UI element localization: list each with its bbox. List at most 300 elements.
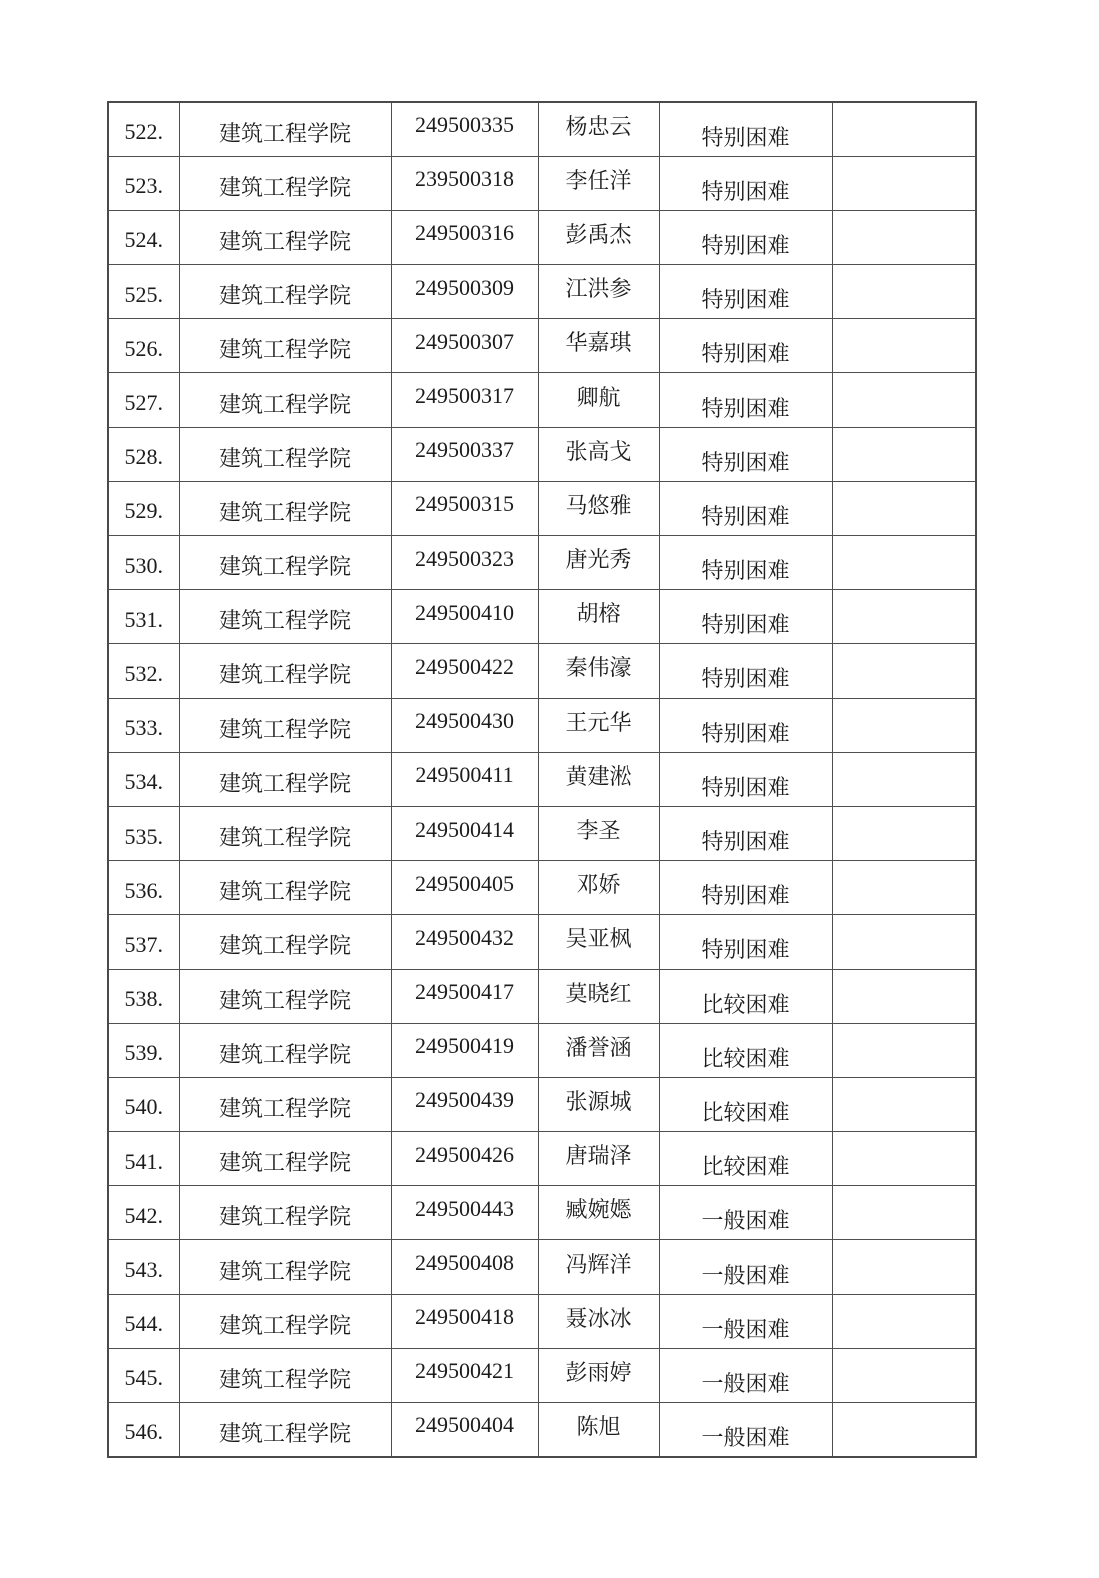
row-number-cell-text: 535. — [124, 823, 163, 849]
table-row — [108, 373, 976, 427]
remark-cell — [832, 427, 976, 481]
difficulty-status-cell — [659, 969, 832, 1023]
row-number-cell — [108, 861, 179, 915]
difficulty-status-cell — [659, 1240, 832, 1294]
row-number-cell — [108, 536, 179, 590]
remark-cell — [832, 806, 976, 860]
row-number-cell — [108, 102, 179, 156]
difficulty-status-cell-text: 特别困难 — [701, 395, 790, 421]
row-number-cell-text: 545. — [124, 1365, 163, 1391]
difficulty-status-cell — [659, 1294, 832, 1348]
row-number-cell — [108, 210, 179, 264]
student-name-cell-text: 张高戈 — [565, 438, 632, 464]
college-name-cell-text: 建筑工程学院 — [218, 987, 351, 1013]
remark-cell — [832, 536, 976, 590]
remark-cell — [832, 1294, 976, 1348]
student-name-cell-text: 王元华 — [565, 709, 632, 735]
row-number-cell-text: 526. — [124, 335, 163, 361]
student-id-cell — [391, 698, 538, 752]
student-id-cell — [391, 536, 538, 590]
student-id-cell — [391, 156, 538, 210]
row-number-cell — [108, 319, 179, 373]
difficulty-status-cell — [659, 1077, 832, 1131]
student-name-cell-text: 胡榕 — [576, 601, 621, 627]
row-number-cell-text: 536. — [124, 877, 163, 903]
difficulty-status-cell-text: 特别困难 — [701, 937, 790, 963]
student-name-cell-text: 江洪参 — [565, 276, 632, 302]
table-row — [108, 1077, 976, 1131]
remark-cell — [832, 698, 976, 752]
difficulty-status-cell-text: 一般困难 — [701, 1208, 790, 1234]
row-number-cell-text: 528. — [124, 444, 163, 470]
table-row — [108, 1294, 976, 1348]
row-number-cell — [108, 915, 179, 969]
college-name-cell-text: 建筑工程学院 — [218, 554, 351, 580]
difficulty-status-cell — [659, 427, 832, 481]
student-id-cell-text: 249500315 — [415, 491, 514, 517]
difficulty-status-cell — [659, 698, 832, 752]
student-id-cell — [391, 427, 538, 481]
difficulty-status-cell-text: 比较困难 — [701, 1045, 790, 1071]
college-name-cell-text: 建筑工程学院 — [218, 1258, 351, 1284]
student-name-cell — [538, 1240, 659, 1294]
difficulty-status-cell-text: 比较困难 — [701, 1099, 790, 1125]
college-name-cell — [179, 156, 391, 210]
student-name-cell-text: 张源城 — [565, 1088, 632, 1114]
student-id-cell — [391, 1023, 538, 1077]
table-row — [108, 102, 976, 156]
table-row — [108, 1240, 976, 1294]
student-id-cell — [391, 1348, 538, 1402]
remark-cell — [832, 210, 976, 264]
table-row — [108, 1348, 976, 1402]
remark-cell — [832, 265, 976, 319]
student-id-cell — [391, 1077, 538, 1131]
student-name-cell — [538, 1023, 659, 1077]
remark-cell — [832, 1403, 976, 1457]
table-row — [108, 156, 976, 210]
difficulty-status-cell — [659, 1403, 832, 1457]
student-name-cell-text: 李任洋 — [565, 167, 632, 193]
college-name-cell — [179, 1240, 391, 1294]
student-name-cell — [538, 319, 659, 373]
college-name-cell-text: 建筑工程学院 — [218, 933, 351, 959]
student-name-cell-text: 李圣 — [576, 818, 621, 844]
college-name-cell-text: 建筑工程学院 — [218, 499, 351, 525]
college-name-cell-text: 建筑工程学院 — [218, 1095, 351, 1121]
student-name-cell — [538, 1348, 659, 1402]
row-number-cell-text: 538. — [124, 986, 163, 1012]
college-name-cell-text: 建筑工程学院 — [218, 283, 351, 309]
difficulty-status-cell — [659, 644, 832, 698]
student-name-cell — [538, 1132, 659, 1186]
college-name-cell-text: 建筑工程学院 — [218, 1312, 351, 1338]
student-name-cell-text: 吴亚枫 — [565, 926, 632, 952]
student-id-cell — [391, 319, 538, 373]
student-name-cell — [538, 1403, 659, 1457]
difficulty-status-cell — [659, 156, 832, 210]
row-number-cell — [108, 969, 179, 1023]
table-row — [108, 536, 976, 590]
remark-cell — [832, 861, 976, 915]
student-id-cell — [391, 915, 538, 969]
difficulty-status-cell-text: 特别困难 — [701, 666, 790, 692]
student-name-cell-text: 唐瑞泽 — [565, 1143, 632, 1169]
difficulty-status-cell-text: 特别困难 — [701, 829, 790, 855]
difficulty-status-cell — [659, 861, 832, 915]
student-id-cell-text: 249500309 — [415, 274, 514, 300]
remark-cell — [832, 752, 976, 806]
difficulty-status-cell — [659, 1348, 832, 1402]
row-number-cell — [108, 1240, 179, 1294]
student-id-cell-text: 249500432 — [415, 924, 514, 950]
student-name-cell-text: 唐光秀 — [565, 547, 632, 573]
student-name-cell-text: 卿航 — [576, 384, 621, 410]
difficulty-status-cell — [659, 319, 832, 373]
row-number-cell — [108, 644, 179, 698]
table-row — [108, 265, 976, 319]
college-name-cell-text: 建筑工程学院 — [218, 770, 351, 796]
student-id-cell-text: 249500408 — [415, 1250, 514, 1276]
remark-cell — [832, 1186, 976, 1240]
student-name-cell-text: 杨忠云 — [565, 113, 632, 139]
college-name-cell-text: 建筑工程学院 — [218, 174, 351, 200]
student-name-cell — [538, 102, 659, 156]
student-id-cell-text: 249500323 — [415, 545, 514, 571]
table-row — [108, 590, 976, 644]
student-id-cell-text: 249500417 — [415, 979, 514, 1005]
difficulty-status-cell-text: 特别困难 — [701, 287, 790, 313]
remark-cell — [832, 102, 976, 156]
college-name-cell-text: 建筑工程学院 — [218, 1150, 351, 1176]
difficulty-status-cell — [659, 752, 832, 806]
difficulty-status-cell-text: 特别困难 — [701, 883, 790, 909]
college-name-cell — [179, 1023, 391, 1077]
student-id-cell-text: 249500411 — [415, 762, 514, 788]
table-row — [108, 969, 976, 1023]
difficulty-status-cell-text: 特别困难 — [701, 124, 790, 150]
row-number-cell-text: 530. — [124, 552, 163, 578]
row-number-cell — [108, 1077, 179, 1131]
student-name-cell-text: 陈旭 — [576, 1413, 621, 1439]
remark-cell — [832, 481, 976, 535]
student-id-cell-text: 249500418 — [415, 1304, 514, 1330]
difficulty-status-cell — [659, 481, 832, 535]
student-name-cell — [538, 1077, 659, 1131]
row-number-cell-text: 534. — [124, 769, 163, 795]
student-id-cell — [391, 969, 538, 1023]
student-id-cell-text: 249500335 — [415, 112, 514, 138]
student-roster-body — [108, 102, 976, 1457]
difficulty-status-cell — [659, 915, 832, 969]
college-name-cell — [179, 481, 391, 535]
student-id-cell — [391, 806, 538, 860]
difficulty-status-cell — [659, 1132, 832, 1186]
student-id-cell-text: 249500404 — [415, 1412, 514, 1438]
remark-cell — [832, 1077, 976, 1131]
student-name-cell — [538, 373, 659, 427]
difficulty-status-cell — [659, 210, 832, 264]
table-row — [108, 210, 976, 264]
student-name-cell — [538, 265, 659, 319]
student-name-cell-text: 臧婉嫕 — [565, 1197, 632, 1223]
remark-cell — [832, 319, 976, 373]
student-id-cell-text: 249500405 — [415, 870, 514, 896]
student-id-cell — [391, 861, 538, 915]
difficulty-status-cell-text: 特别困难 — [701, 503, 790, 529]
remark-cell — [832, 1023, 976, 1077]
row-number-cell-text: 525. — [124, 281, 163, 307]
student-name-cell-text: 马悠雅 — [565, 492, 632, 518]
student-id-cell-text: 249500337 — [415, 437, 514, 463]
student-id-cell — [391, 590, 538, 644]
row-number-cell-text: 532. — [124, 660, 163, 686]
college-name-cell — [179, 319, 391, 373]
student-id-cell — [391, 210, 538, 264]
row-number-cell — [108, 156, 179, 210]
student-name-cell-text: 彭禹杰 — [565, 221, 632, 247]
row-number-cell-text: 540. — [124, 1094, 163, 1120]
student-name-cell-text: 彭雨婷 — [565, 1359, 632, 1385]
college-name-cell — [179, 969, 391, 1023]
student-id-cell-text: 239500318 — [415, 166, 514, 192]
student-name-cell — [538, 590, 659, 644]
table-row — [108, 752, 976, 806]
difficulty-status-cell-text: 特别困难 — [701, 612, 790, 638]
student-name-cell — [538, 861, 659, 915]
row-number-cell-text: 546. — [124, 1419, 163, 1445]
college-name-cell-text: 建筑工程学院 — [218, 1204, 351, 1230]
table-row — [108, 915, 976, 969]
row-number-cell — [108, 373, 179, 427]
table-row — [108, 1132, 976, 1186]
row-number-cell-text: 539. — [124, 1040, 163, 1066]
difficulty-status-cell-text: 特别困难 — [701, 449, 790, 475]
college-name-cell — [179, 752, 391, 806]
college-name-cell — [179, 1186, 391, 1240]
college-name-cell — [179, 265, 391, 319]
table-row — [108, 1403, 976, 1457]
college-name-cell — [179, 210, 391, 264]
college-name-cell — [179, 1077, 391, 1131]
student-id-cell-text: 249500316 — [415, 220, 514, 246]
student-roster-table — [107, 101, 977, 1458]
row-number-cell-text: 524. — [124, 227, 163, 253]
college-name-cell — [179, 1403, 391, 1457]
student-id-cell — [391, 481, 538, 535]
college-name-cell — [179, 644, 391, 698]
student-id-cell — [391, 752, 538, 806]
table-row — [108, 481, 976, 535]
remark-cell — [832, 1348, 976, 1402]
college-name-cell-text: 建筑工程学院 — [218, 608, 351, 634]
student-id-cell-text: 249500426 — [415, 1141, 514, 1167]
student-name-cell-text: 莫晓红 — [565, 980, 632, 1006]
row-number-cell — [108, 1348, 179, 1402]
student-name-cell — [538, 1294, 659, 1348]
college-name-cell — [179, 102, 391, 156]
student-id-cell-text: 249500430 — [415, 708, 514, 734]
student-id-cell-text: 249500307 — [415, 328, 514, 354]
remark-cell — [832, 1132, 976, 1186]
student-name-cell — [538, 156, 659, 210]
difficulty-status-cell — [659, 265, 832, 319]
difficulty-status-cell-text: 比较困难 — [701, 991, 790, 1017]
row-number-cell — [108, 590, 179, 644]
college-name-cell-text: 建筑工程学院 — [218, 391, 351, 417]
college-name-cell — [179, 1348, 391, 1402]
row-number-cell — [108, 1023, 179, 1077]
college-name-cell — [179, 698, 391, 752]
college-name-cell — [179, 536, 391, 590]
table-row — [108, 1023, 976, 1077]
college-name-cell — [179, 427, 391, 481]
student-id-cell — [391, 102, 538, 156]
college-name-cell — [179, 1294, 391, 1348]
student-name-cell — [538, 915, 659, 969]
row-number-cell — [108, 1186, 179, 1240]
college-name-cell-text: 建筑工程学院 — [218, 120, 351, 146]
college-name-cell-text: 建筑工程学院 — [218, 1041, 351, 1067]
student-name-cell-text: 秦伟濠 — [565, 655, 632, 681]
row-number-cell — [108, 806, 179, 860]
row-number-cell-text: 543. — [124, 1257, 163, 1283]
table-row — [108, 644, 976, 698]
student-id-cell — [391, 1132, 538, 1186]
student-id-cell-text: 249500410 — [415, 599, 514, 625]
college-name-cell-text: 建筑工程学院 — [218, 879, 351, 905]
student-name-cell-text: 潘誉涵 — [565, 1034, 632, 1060]
difficulty-status-cell-text: 特别困难 — [701, 774, 790, 800]
row-number-cell — [108, 427, 179, 481]
remark-cell — [832, 590, 976, 644]
difficulty-status-cell — [659, 373, 832, 427]
row-number-cell-text: 522. — [124, 119, 163, 145]
row-number-cell-text: 533. — [124, 715, 163, 741]
difficulty-status-cell — [659, 1186, 832, 1240]
remark-cell — [832, 644, 976, 698]
table-row — [108, 861, 976, 915]
row-number-cell-text: 537. — [124, 931, 163, 957]
difficulty-status-cell — [659, 806, 832, 860]
row-number-cell-text: 527. — [124, 390, 163, 416]
row-number-cell — [108, 752, 179, 806]
row-number-cell — [108, 1132, 179, 1186]
student-name-cell-text: 冯辉洋 — [565, 1251, 632, 1277]
college-name-cell-text: 建筑工程学院 — [218, 228, 351, 254]
row-number-cell-text: 542. — [124, 1202, 163, 1228]
student-name-cell — [538, 481, 659, 535]
student-name-cell — [538, 1186, 659, 1240]
difficulty-status-cell-text: 一般困难 — [701, 1262, 790, 1288]
student-id-cell — [391, 1240, 538, 1294]
college-name-cell — [179, 590, 391, 644]
difficulty-status-cell — [659, 1023, 832, 1077]
student-id-cell-text: 249500421 — [415, 1358, 514, 1384]
student-id-cell — [391, 1403, 538, 1457]
remark-cell — [832, 1240, 976, 1294]
college-name-cell — [179, 861, 391, 915]
college-name-cell-text: 建筑工程学院 — [218, 1366, 351, 1392]
student-id-cell-text: 249500422 — [415, 653, 514, 679]
student-id-cell — [391, 644, 538, 698]
difficulty-status-cell-text: 比较困难 — [701, 1154, 790, 1180]
student-name-cell — [538, 698, 659, 752]
college-name-cell-text: 建筑工程学院 — [218, 662, 351, 688]
college-name-cell — [179, 806, 391, 860]
student-name-cell-text: 黄建淞 — [565, 763, 632, 789]
difficulty-status-cell-text: 特别困难 — [701, 341, 790, 367]
student-id-cell-text: 249500317 — [415, 383, 514, 409]
college-name-cell — [179, 915, 391, 969]
row-number-cell-text: 531. — [124, 606, 163, 632]
row-number-cell — [108, 698, 179, 752]
student-name-cell — [538, 427, 659, 481]
difficulty-status-cell-text: 一般困难 — [701, 1370, 790, 1396]
student-id-cell — [391, 1186, 538, 1240]
college-name-cell-text: 建筑工程学院 — [218, 825, 351, 851]
difficulty-status-cell-text: 一般困难 — [701, 1316, 790, 1342]
table-row — [108, 427, 976, 481]
difficulty-status-cell — [659, 536, 832, 590]
student-name-cell — [538, 210, 659, 264]
student-id-cell-text: 249500419 — [415, 1033, 514, 1059]
table-row — [108, 698, 976, 752]
difficulty-status-cell-text: 特别困难 — [701, 720, 790, 746]
table-row — [108, 1186, 976, 1240]
student-name-cell-text: 聂冰冰 — [565, 1305, 632, 1331]
student-name-cell-text: 邓娇 — [576, 872, 621, 898]
college-name-cell-text: 建筑工程学院 — [218, 716, 351, 742]
student-id-cell — [391, 265, 538, 319]
student-id-cell-text: 249500443 — [415, 1195, 514, 1221]
student-name-cell — [538, 806, 659, 860]
college-name-cell-text: 建筑工程学院 — [218, 445, 351, 471]
row-number-cell-text: 544. — [124, 1311, 163, 1337]
difficulty-status-cell — [659, 590, 832, 644]
student-id-cell — [391, 1294, 538, 1348]
student-name-cell-text: 华嘉琪 — [565, 330, 632, 356]
student-id-cell-text: 249500414 — [415, 816, 514, 842]
remark-cell — [832, 969, 976, 1023]
student-name-cell — [538, 536, 659, 590]
college-name-cell — [179, 1132, 391, 1186]
student-id-cell — [391, 373, 538, 427]
difficulty-status-cell-text: 特别困难 — [701, 178, 790, 204]
row-number-cell — [108, 1294, 179, 1348]
row-number-cell-text: 529. — [124, 498, 163, 524]
table-row — [108, 806, 976, 860]
row-number-cell-text: 523. — [124, 173, 163, 199]
difficulty-status-cell-text: 特别困难 — [701, 232, 790, 258]
difficulty-status-cell-text: 一般困难 — [701, 1424, 790, 1450]
student-name-cell — [538, 969, 659, 1023]
difficulty-status-cell-text: 特别困难 — [701, 558, 790, 584]
remark-cell — [832, 915, 976, 969]
table-row — [108, 319, 976, 373]
remark-cell — [832, 156, 976, 210]
student-name-cell — [538, 752, 659, 806]
row-number-cell — [108, 481, 179, 535]
college-name-cell-text: 建筑工程学院 — [218, 337, 351, 363]
row-number-cell-text: 541. — [124, 1148, 163, 1174]
row-number-cell — [108, 265, 179, 319]
student-id-cell-text: 249500439 — [415, 1087, 514, 1113]
college-name-cell-text: 建筑工程学院 — [218, 1420, 351, 1446]
row-number-cell — [108, 1403, 179, 1457]
difficulty-status-cell — [659, 102, 832, 156]
student-name-cell — [538, 644, 659, 698]
